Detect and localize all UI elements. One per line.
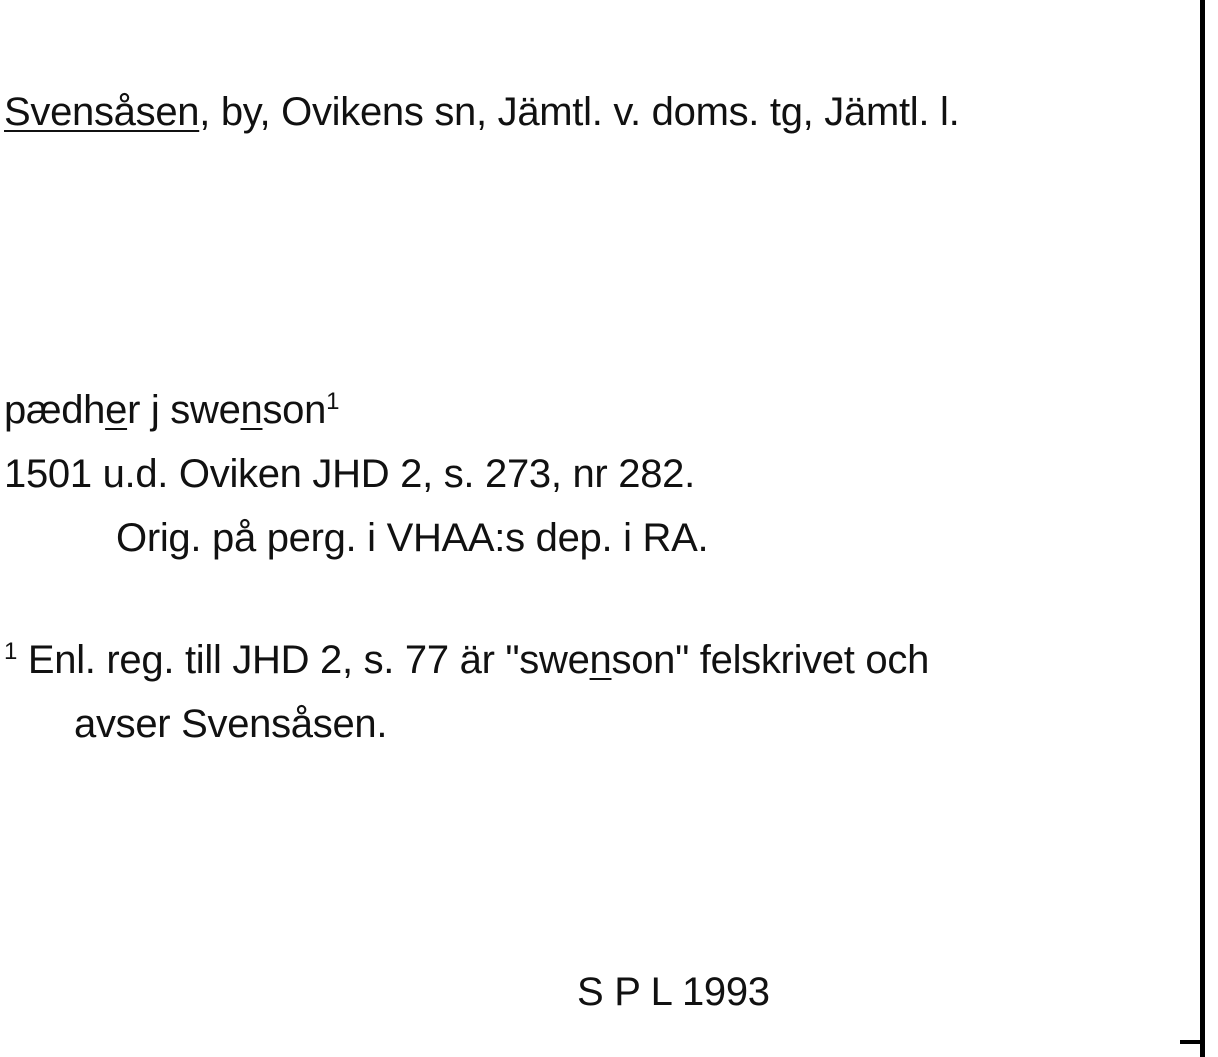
heading-details: , by, Ovikens sn, Jämtl. v. doms. tg, Jämtl. l. xyxy=(199,90,960,134)
form-text: pædh xyxy=(4,388,106,432)
source-line: 1501 u.d. Oviken JHD 2, s. 273, nr 282. xyxy=(4,452,695,496)
footnote-continuation: avser Svensåsen. xyxy=(74,702,388,746)
footnote-mark: 1 xyxy=(4,638,18,665)
footnote xyxy=(4,636,929,684)
attested-form xyxy=(4,386,339,434)
form-text-underlined: n xyxy=(240,388,263,432)
footnote-text-underlined: n xyxy=(589,638,612,682)
form-text: r j swe xyxy=(127,388,241,432)
card-corner-tick xyxy=(1180,1040,1205,1044)
footnote-text: son" felskrivet och xyxy=(611,638,930,682)
source-note: Orig. på perg. i VHAA:s dep. i RA. xyxy=(116,516,709,560)
card-heading xyxy=(4,88,959,136)
signature: S P L 1993 xyxy=(577,970,770,1014)
footnote-text: Enl. reg. till JHD 2, s. 77 är "swe xyxy=(17,638,590,682)
card-right-edge xyxy=(1200,0,1205,1040)
footnote-reference: 1 xyxy=(326,388,340,415)
form-text-underlined: e xyxy=(105,388,128,432)
form-text: son xyxy=(262,388,327,432)
place-name: Svensåsen xyxy=(4,90,200,134)
